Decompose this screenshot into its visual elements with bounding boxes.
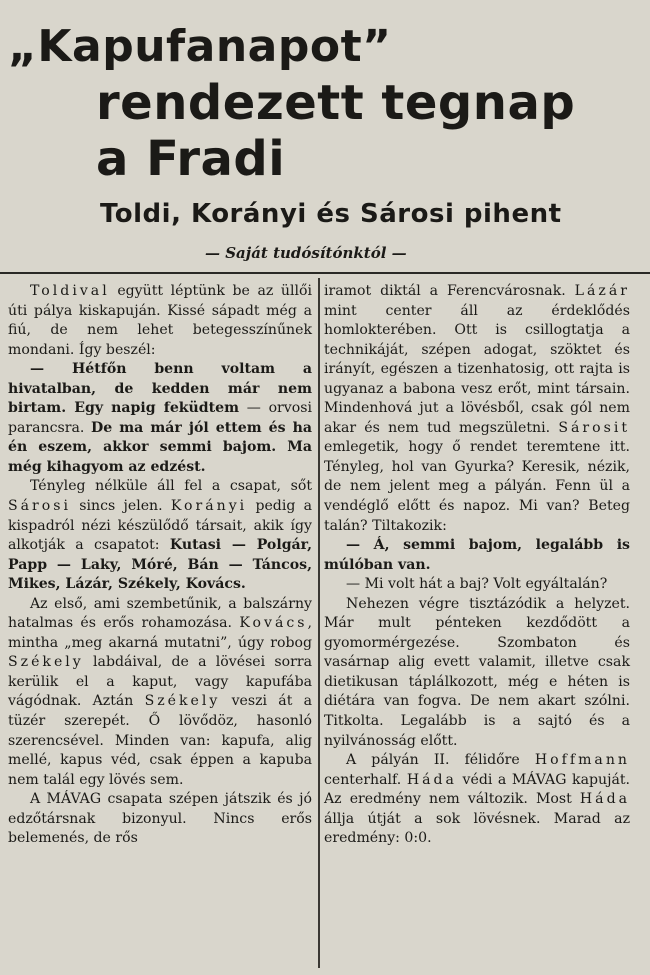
right-paragraph-3: — Mi volt hát a baj? Volt egyáltalán? [346, 576, 608, 593]
headline-line-1: „Kapufanapot” [8, 21, 392, 72]
headline-line-3: a Fradi [96, 131, 286, 187]
byline: — Saját tudósítónktól — [205, 244, 407, 262]
left-paragraph-4: Az első, ami szembetűnik, a balszárny hatalmas és erős rohamozása. Kovács, mintha „meg akarná mutatni”, úgy robog Székely labdáival, de a lövései sorra kerülik el a kaput, vagy kapufába vágódnak. Aztán Székely veszi át a tüzér szerepét. Ő lövődöz, hasonló szerencsével. Minden van: kapufa, alig mellé, kapus véd, csak éppen a kapuba nem talál egy lövés sem. [8, 595, 312, 788]
column-divider [318, 278, 320, 968]
left-paragraph-5: A MÁVAG csapata szépen játszik és jó edzőtársnak bizonyul. Nincs erős belemenés, de rős [8, 791, 312, 847]
left-paragraph-1: Toldival együtt léptünk be az üllői úti pálya kiskapuján. Kissé sápadt még a fiú, de nem lehet betegesszínűnek mondani. Így beszél: [8, 283, 312, 358]
right-paragraph-4: Nehezen végre tisztázódik a helyzet. Már mult pénteken kezdődött a gyomormérgezése. Szombaton és vasárnap alig evett valamit, illetve csak dietikusan táplálkozott, még e héten is diétára van fogva. De nem akart szólni. Titkolta. Legalább is a sajtó és a nyilvánosság előtt. [324, 595, 630, 749]
subheadline: Toldi, Korányi és Sárosi pihent [100, 199, 562, 229]
right-paragraph-1: iramot diktál a Ferencvárosnak. Lázár mint center áll az érdeklődés homlokterében. Ott is csillogtatja a technikáját, szépen adogat, szöktet és irányít, egészen a tizenhatosig, ott rajta is ugyanaz a babona vesz erőt, mint társain. Mindenhová jut a lövésből, csak gól nem akar és nem tud megszületni. Sárosit emlegetik, hogy ő rendet teremtene itt. Tényleg, hol van Gyurka? Keresik, nézik, de nem jelent meg a pályán. Fenn ül a vendéglő előtt és napoz. Mi van? Beteg talán? Tiltakozik: [324, 283, 630, 534]
headline-line-2: rendezett tegnap [96, 75, 576, 131]
right-paragraph-5: A pályán II. félidőre Hoffmann centerhalf. Háda védi a MÁVAG kapuját. Az eredmény nem változik. Most Háda állja útját a sok lövésnek. Marad az eredmény: 0:0. [324, 752, 630, 847]
left-paragraph-3: Tényleg nélküle áll fel a csapat, sőt Sárosi sincs jelen. Korányi pedig a kispadról nézi készülődő társait, akik így alkotják a csapatot: Kutasi — Polgár, Papp — Laky, Móré, Bán — Táncos, Mikes, Lázár, Székely, Kovács. [8, 478, 313, 593]
right-paragraph-2: — Á, semmi bajom, legalább is múlóban van. [324, 537, 630, 573]
left-column [8, 282, 312, 849]
left-paragraph-2: — Hétfőn benn voltam a hivatalban, de kedden már nem birtam. Egy napig feküdtem — orvosi parancsra. De ma már jól ettem és ha én eszem, akkor semmi bajom. Ma még kihagyom az edzést. [8, 361, 312, 475]
header-divider [0, 272, 650, 274]
right-column [324, 282, 630, 849]
